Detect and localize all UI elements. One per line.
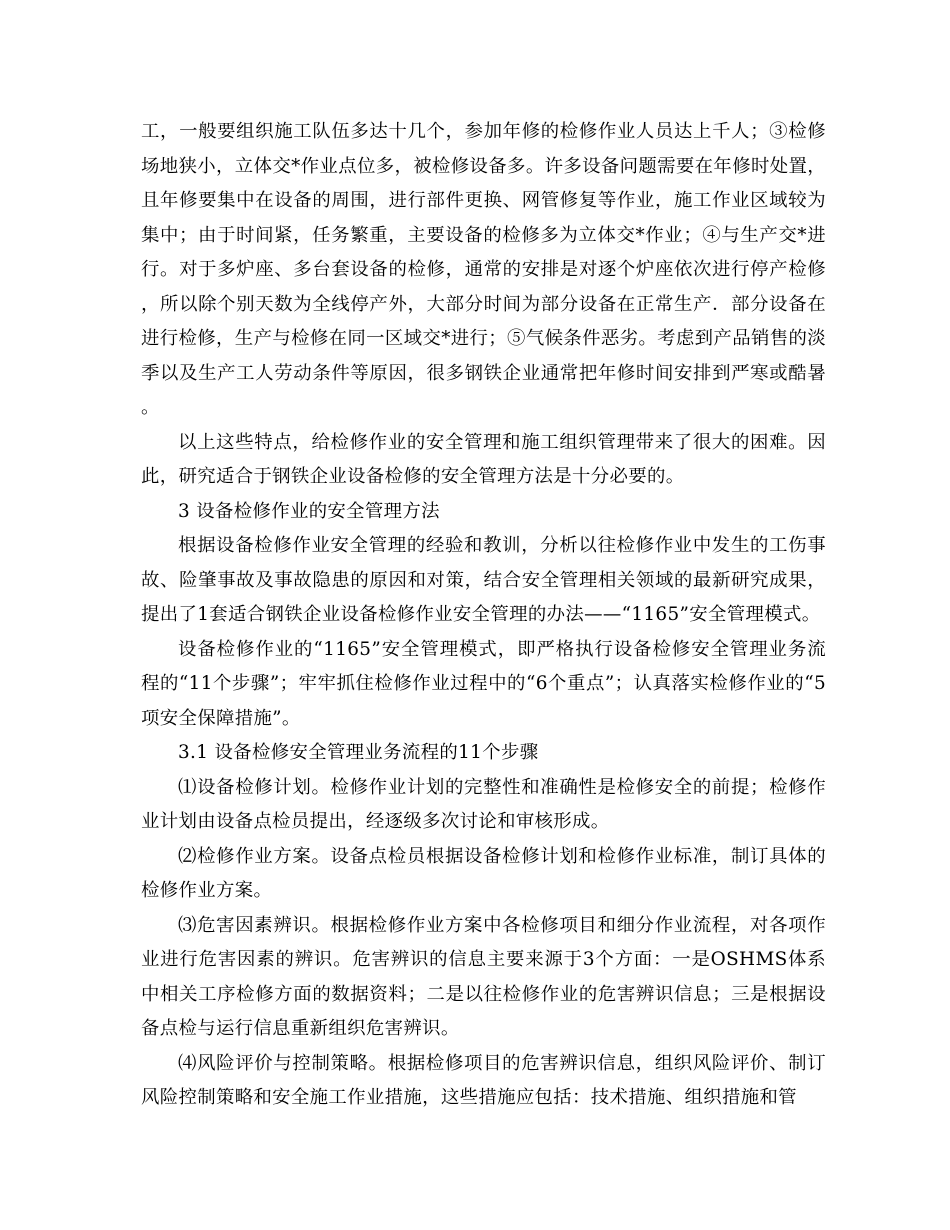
step-paragraph: ⑴设备检修计划。检修作业计划的完整性和准确性是检修安全的前提；检修作业计划由设备点检员提出，经逐级多次讨论和审核形成。 (141, 776, 826, 832)
document-page (141, 115, 826, 1116)
step-paragraph: ⑷风险评价与控制策略。根据检修项目的危害辨识信息，组织风险评价、制订风险控制策略和安全施工作业措施，这些措施应包括：技术措施、组织措施和管 (141, 1052, 826, 1108)
body-paragraph: 以上这些特点，给检修作业的安全管理和施工组织管理带来了很大的困难。因此，研究适合于钢铁企业设备检修的安全管理方法是十分必要的。 (141, 431, 826, 487)
subsection-heading: 3.1 设备检修安全管理业务流程的11个步骤 (178, 742, 539, 763)
body-paragraph: 设备检修作业的“1165”安全管理模式，即严格执行设备检修安全管理业务流程的“11个步骤”；牢牢抓住检修作业过程中的“6个重点”；认真落实检修作业的“5项安全保障措施”。 (141, 638, 826, 729)
step-paragraph: ⑵检修作业方案。设备点检员根据设备检修计划和检修作业标准，制订具体的检修作业方案。 (141, 845, 826, 901)
body-paragraph: 根据设备检修作业安全管理的经验和教训，分析以往检修作业中发生的工伤事故、险肇事故及事故隐患的原因和对策，结合安全管理相关领域的最新研究成果，提出了1套适合钢铁企业设备检修作业安全管理的办法——“1165”安全管理模式。 (141, 535, 826, 625)
section-heading: 3 设备检修作业的安全管理方法 (178, 500, 440, 522)
body-paragraph: 工，一般要组织施工队伍多达十几个，参加年修的检修作业人员达上千人；③检修场地狭小，立体交*作业点位多，被检修设备多。许多设备问题需要在年修时处置，且年修要集中在设备的周围，进行部件更换、网管修复等作业，施工作业区域较为集中；由于时间紧，任务繁重，主要设备的检修多为立体交*作业；④与生产交*进行。对于多炉座、多台套设备的检修，通常的安排是对逐个炉座依次进行停产检修，所以除个别天数为全线停产外，大部分时间为部分设备在正常生产．部分设备在进行检修，生产与检修在同一区域交*进行；⑤气候条件恶劣。考虑到产品销售的淡季以及生产工人劳动条件等原因，很多钢铁企业通常把年修时间安排到严寒或酷暑。 (141, 121, 826, 418)
step-paragraph: ⑶危害因素辨识。根据检修作业方案中各检修项目和细分作业流程，对各项作业进行危害因素的辨识。危害辨识的信息主要来源于3个方面：一是OSHMS体系中相关工序检修方面的数据资料；二是以往检修作业的危害辨识信息；三是根据设备点检与运行信息重新组织危害辨识。 (141, 914, 826, 1039)
